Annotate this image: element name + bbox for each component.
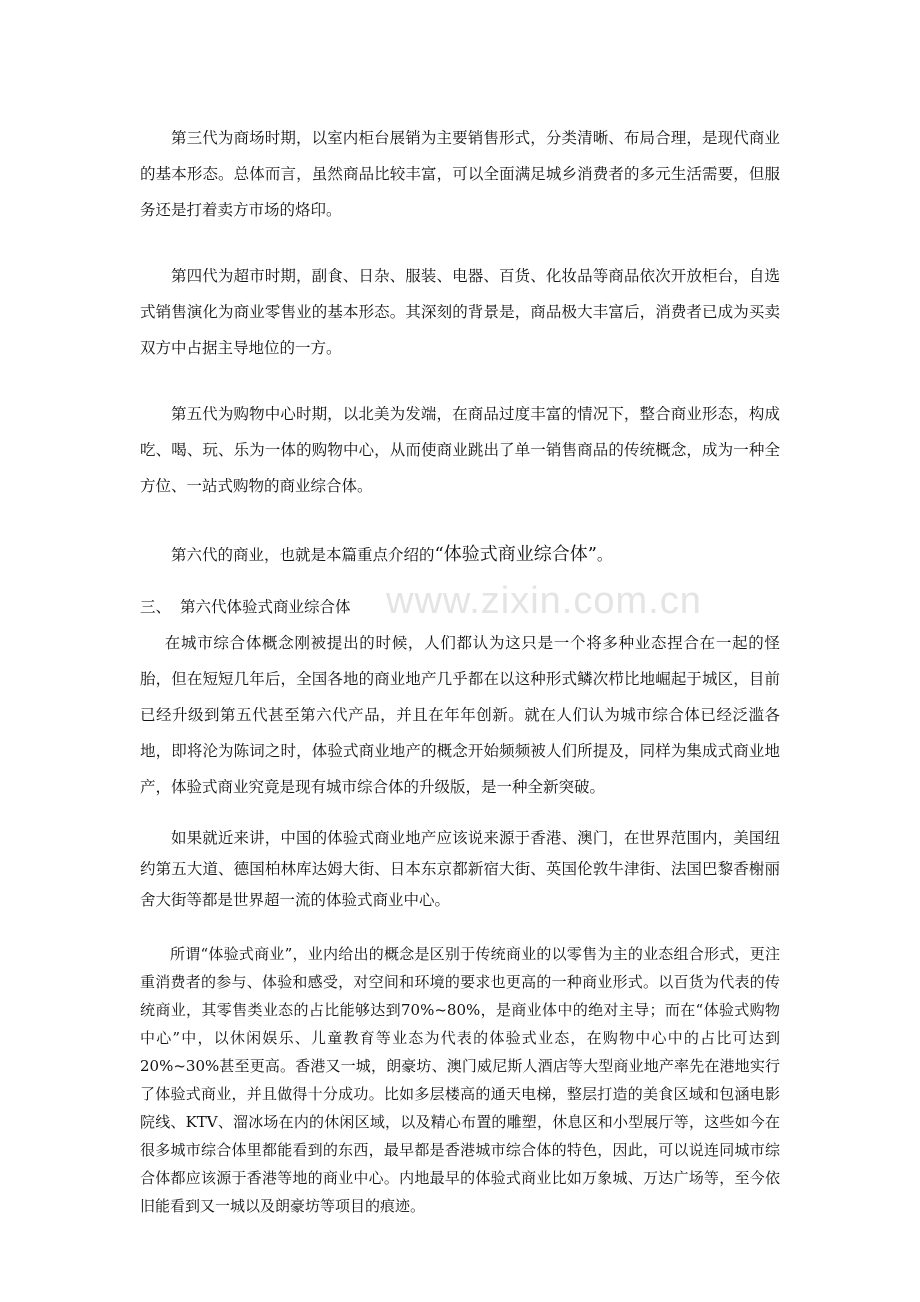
paragraph-sixth-generation	[140, 537, 780, 573]
document-page	[140, 120, 780, 1220]
sixth-generation-end-text: 。	[596, 546, 613, 564]
section-title: 第六代体验式商业综合体	[180, 598, 351, 616]
paragraph-fifth-generation: 第五代为购物中心时期，以北美为发端，在商品过度丰富的情况下，整合商业形态，构成吃、喝、玩、乐为一体的购物中心，从而使商业跳出了单一销售商品的传统概念，成为一种全方位、一站式购物的商业综合体。	[140, 405, 780, 495]
sixth-generation-quote: “体验式商业综合体”	[434, 544, 597, 565]
paragraph-fourth-generation: 第四代为超市时期，副食、日杂、服装、电器、百货、化妆品等商品依次开放柜台，自选式销售演化为商业零售业的基本形态。其深刻的背景是，商品极大丰富后，消费者已成为买卖双方中占据主导地位的一方。	[140, 267, 780, 357]
paragraph-origin: 如果就近来讲，中国的体验式商业地产应该说来源于香港、澳门，在世界范围内，美国纽约第五大道、德国柏林库达姆大街、日本东京都新宿大街、英国伦敦牛津街、法国巴黎香榭丽舍大街等都是世界超一流的体验式商业中心。	[140, 829, 780, 909]
watermark: www.zixin.com.cn	[386, 580, 702, 622]
section-number: 三、	[140, 598, 172, 616]
sixth-generation-lead-text: 第六代的商业，也就是本篇重点介绍的	[171, 546, 435, 564]
paragraph-experiential-definition: 所谓“体验式商业”，业内给出的概念是区别于传统商业的以零售为主的业态组合形式，更注重消费者的参与、体验和感受，对空间和环境的要求也更高的一种商业形式。以百货为代表的传统商业，其零售类业态的占比能够达到70%~80%，是商业体中的绝对主导；而在“体验式购物中心”中，以休闲娱乐、儿童教育等业态为代表的体验式业态，在购物中心中的占比可达到20%~30%甚至更高。香港又一城，朗豪坊、澳门威尼斯人酒店等大型商业地产率先在港地实行了体验式商业，并且做得十分成功。比如多层楼高的通天电梯，整层打造的美食区域和包涵电影院线、KTV、溜冰场在内的休闲区域，以及精心布置的雕塑，休息区和小型展厅等，这些如今在很多城市综合体里都能看到的东西，最早都是香港城市综合体的特色，因此，可以说连同城市综合体都应该源于香港等地的商业中心。内地最早的体验式商业比如万象城、万达广场等，至今依旧能看到又一城以及朗豪坊等项目的痕迹。	[140, 945, 780, 1215]
paragraph-third-generation: 第三代为商场时期，以室内柜台展销为主要销售形式，分类清晰、布局合理，是现代商业的基本形态。总体而言，虽然商品比较丰富，可以全面满足城乡消费者的多元生活需要，但服务还是打着卖方市场的烙印。	[140, 129, 780, 219]
paragraph-urban-complex: 在城市综合体概念刚被提出的时候，人们都认为这只是一个将多种业态捏合在一起的怪胎，但在短短几年后，全国各地的商业地产几乎都在以这种形式鳞次栉比地崛起于城区，目前已经升级到第五代甚至第六代产品，并且在年年创新。就在人们认为城市综合体已经泛滥各地，即将沦为陈词之时，体验式商业地产的概念开始频频被人们所提及，同样为集成式商业地产，体验式商业究竟是现有城市综合体的升级版，是一种全新突破。	[140, 634, 780, 796]
section-heading	[140, 589, 780, 625]
